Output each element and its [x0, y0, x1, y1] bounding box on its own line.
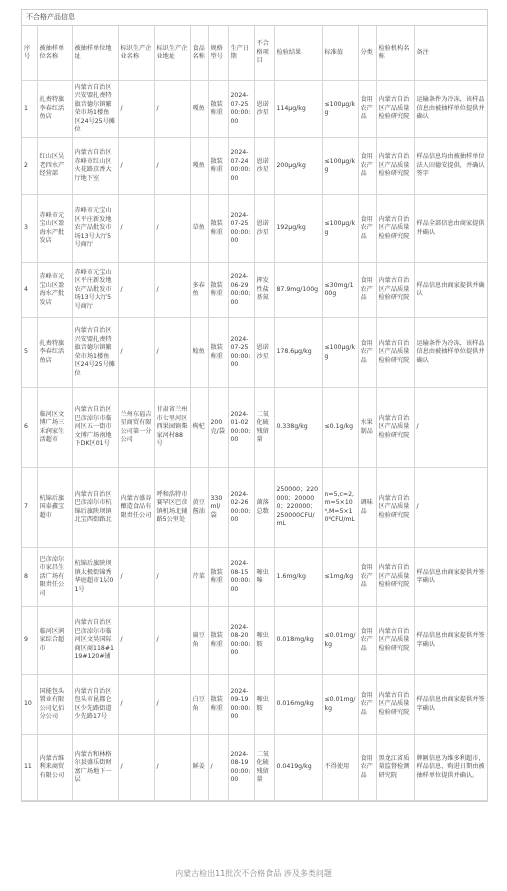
- table-cell: 国能包头置业有限公司亿佰分公司: [37, 675, 72, 735]
- nonconforming-products-panel: [21, 9, 488, 802]
- table-cell: 散装称重: [208, 195, 228, 263]
- table-cell: 内蒙古和林格尔县盛乐街财富广场地下一层: [72, 735, 118, 801]
- table-cell: 多春鱼: [190, 263, 208, 318]
- table-cell: 内蒙古自治区产品质量检验研究院: [376, 548, 414, 607]
- table-cell: 330ml/袋: [208, 468, 228, 548]
- table-header-row: [22, 26, 487, 81]
- table-cell: 2024-07-24 00:00:00: [228, 138, 254, 195]
- table-cell: 2024-09-19 00:00:00: [228, 675, 254, 735]
- table-cell: 黑龙江省质量监督检测研究院: [376, 735, 414, 801]
- table-row: [22, 548, 487, 607]
- column-header: 被抽样单位地址: [72, 26, 118, 81]
- table-cell: /: [154, 81, 190, 138]
- column-header: 不合格项目: [254, 26, 274, 81]
- table-cell: 赤峰市元宝山区平庄新发地农产品批发市场13号大厅5号商厅: [72, 263, 118, 318]
- table-cell: 食用农产品: [358, 318, 376, 388]
- table-cell: 食用农产品: [358, 607, 376, 675]
- table-cell: 内蒙古盛谷酿造食品有限责任公司: [118, 468, 154, 548]
- table-cell: 食用农产品: [358, 675, 376, 735]
- table-cell: 2024-07-25 00:00:00: [228, 195, 254, 263]
- table-cell: 噻虫胺: [254, 675, 274, 735]
- table-cell: 临河区文博广场三禾润家生活超市: [37, 388, 72, 468]
- table-cell: 草鱼: [190, 195, 208, 263]
- table-cell: /: [118, 138, 154, 195]
- table-cell: ≤0.01mg/kg: [322, 675, 358, 735]
- table-cell: 散装称重: [208, 675, 228, 735]
- table-cell: 鲜姜: [190, 735, 208, 801]
- column-header: 标准值: [322, 26, 358, 81]
- table-cell: 内蒙古自治区产品质量检验研究院: [376, 468, 414, 548]
- table-cell: 2024-07-25 00:00:00: [228, 318, 254, 388]
- table-cell: 2024-08-19 00:00:00: [228, 735, 254, 801]
- table-cell: 食用农产品: [358, 735, 376, 801]
- table-cell: /: [118, 318, 154, 388]
- table-row: [22, 195, 487, 263]
- table-cell: 2: [22, 138, 37, 195]
- table-cell: 食用农产品: [358, 195, 376, 263]
- table-cell: 内蒙古自治区产品质量检验研究院: [376, 81, 414, 138]
- table-cell: 内蒙古自治区产品质量检验研究院: [376, 138, 414, 195]
- table-cell: /: [154, 263, 190, 318]
- table-cell: /: [154, 318, 190, 388]
- table-cell: 2024-07-25 00:00:00: [228, 81, 254, 138]
- table-cell: 杭锦后旗陕坝镇太极街锦秀华庭超市1层01号: [72, 548, 118, 607]
- table-cell: 样品信息由商家提供并确认: [414, 263, 487, 318]
- table-cell: 兰州东福吉星商贸有限公司第一分公司: [118, 388, 154, 468]
- table-cell: /: [154, 675, 190, 735]
- table-cell: 87.9mg/100g: [274, 263, 322, 318]
- table-row: [22, 263, 487, 318]
- table-cell: /: [414, 468, 487, 548]
- table-row: [22, 675, 487, 735]
- column-header: 标识生产企业名称: [118, 26, 154, 81]
- table-cell: /: [118, 195, 154, 263]
- table-cell: 扎赉特旗李春红活鱼店: [37, 81, 72, 138]
- table-cell: 噻虫胺: [254, 607, 274, 675]
- table-cell: /: [154, 735, 190, 801]
- table-cell: 食用农产品: [358, 81, 376, 138]
- table-cell: 样品信息由商家提供并签字确认: [414, 675, 487, 735]
- table-cell: 食用农产品: [358, 138, 376, 195]
- table-cell: 内蒙古自治区产品质量检验研究院: [376, 675, 414, 735]
- table-cell: 0.338g/kg: [274, 388, 322, 468]
- table-row: [22, 468, 487, 548]
- table-cell: 4: [22, 263, 37, 318]
- table-cell: 散装称重: [208, 263, 228, 318]
- table-cell: 不得使用: [322, 735, 358, 801]
- table-cell: 嘎鱼: [190, 81, 208, 138]
- table-title: 不合格产品信息: [22, 10, 487, 26]
- table-cell: 枸杞: [190, 388, 208, 468]
- table-cell: 内蒙古自治区产品质量检验研究院: [376, 388, 414, 468]
- table-cell: 2024-02-26 00:00:00: [228, 468, 254, 548]
- table-cell: /: [118, 735, 154, 801]
- table-cell: 样品全部信息由商家提供并确认: [414, 195, 487, 263]
- table-cell: 7: [22, 468, 37, 548]
- table-cell: 内蒙古自治区巴彦淖尔市杭锦后旗陕坝镇北宝西街路北: [72, 468, 118, 548]
- table-cell: ≤100μg/kg: [322, 81, 358, 138]
- table-cell: /: [118, 607, 154, 675]
- table-cell: 牌匾信息为维多利超市，样品信息，购进日期由被抽样单位提供并确认。: [414, 735, 487, 801]
- table-cell: 2024-08-15 00:00:00: [228, 548, 254, 607]
- table-cell: 11: [22, 735, 37, 801]
- table-cell: ≤0.1g/kg: [322, 388, 358, 468]
- table-row: [22, 735, 487, 801]
- table-cell: 内蒙古自治区赤峰市红山区火花路京香大厅地下室: [72, 138, 118, 195]
- table-cell: /: [118, 81, 154, 138]
- table-cell: 运输条件为冷冻，该样品信息由被抽样单位提供并确认: [414, 318, 487, 388]
- table-cell: 临河区润家综合超市: [37, 607, 72, 675]
- table-cell: 9: [22, 607, 37, 675]
- table-cell: 运输条件为冷冻，该样品信息由被抽样单位提供并确认: [414, 81, 487, 138]
- table-cell: 内蒙古自治区产品质量检验研究院: [376, 318, 414, 388]
- table-cell: /: [154, 138, 190, 195]
- table-cell: 内蒙古自治区兴安盟扎赉特旗音德尔镇繁荣市场1楼鱼区24号25号摊位: [72, 318, 118, 388]
- table-cell: 0.0419g/kg: [274, 735, 322, 801]
- table-cell: 内蒙古自治区产品质量检验研究院: [376, 607, 414, 675]
- table-cell: 2024-01-02 00:00:00: [228, 388, 254, 468]
- table-cell: 3: [22, 195, 37, 263]
- table-cell: 白豆角: [190, 675, 208, 735]
- table-cell: /: [208, 735, 228, 801]
- table-cell: 散装称重: [208, 81, 228, 138]
- table-cell: 散装称重: [208, 548, 228, 607]
- table-cell: 恩诺沙星: [254, 195, 274, 263]
- table-row: [22, 81, 487, 138]
- column-header: 被抽样单位名称: [37, 26, 72, 81]
- table-cell: 恩诺沙星: [254, 138, 274, 195]
- table-cell: 食用农产品: [358, 263, 376, 318]
- table-cell: ≤1mg/kg: [322, 548, 358, 607]
- table-cell: 192μg/kg: [274, 195, 322, 263]
- table-cell: /: [118, 548, 154, 607]
- column-header: 标识生产企业地址: [154, 26, 190, 81]
- table-cell: 内蒙古自治区包头市昆都仑区少先路街道少先路17号: [72, 675, 118, 735]
- table-row: [22, 607, 487, 675]
- table-cell: /: [414, 388, 487, 468]
- table-cell: 6: [22, 388, 37, 468]
- table-cell: 内蒙古自治区兴安盟扎赉特旗音德尔镇繁荣市场1楼鱼区24号25号摊位: [72, 81, 118, 138]
- table-cell: 呼和浩特市赛罕区巴彦镇机场北辅路5公里处: [154, 468, 190, 548]
- table-cell: 178.6μg/kg: [274, 318, 322, 388]
- table-row: [22, 138, 487, 195]
- table-row: [22, 388, 487, 468]
- table-cell: 10: [22, 675, 37, 735]
- table-cell: 赤峰市元宝山区平庄新发地农产品批发市场13号大厅5号商厅: [72, 195, 118, 263]
- table-cell: 黄豆酱油: [190, 468, 208, 548]
- table-cell: 赤峰市元宝山区盈海水产批发店: [37, 195, 72, 263]
- table-cell: ≤100μg/kg: [322, 318, 358, 388]
- table-cell: /: [154, 195, 190, 263]
- table-cell: 2024-08-20 00:00:00: [228, 607, 254, 675]
- table-cell: /: [118, 675, 154, 735]
- column-header: 备注: [414, 26, 487, 81]
- table-cell: 二氧化硫残留量: [254, 388, 274, 468]
- table-cell: 散装称重: [208, 607, 228, 675]
- table-cell: n=5,c=2,m=5×10⁴,M=5×10⁴CFU/mL: [322, 468, 358, 548]
- table-cell: 挥发性盐基氮: [254, 263, 274, 318]
- column-header: 序号: [22, 26, 37, 81]
- table-cell: 内蒙古自治区巴彦淖尔市临河区文昊国际商区商118#119#120#铺: [72, 607, 118, 675]
- table-cell: /: [154, 548, 190, 607]
- table-cell: 样品信息由商家提供并签字确认: [414, 607, 487, 675]
- table-cell: 杭锦后旗国泰鑫宝超市: [37, 468, 72, 548]
- image-caption: 内蒙古检出11批次不合格食品 涉及多类问题: [175, 869, 332, 878]
- table-cell: 5: [22, 318, 37, 388]
- table-cell: 200克/袋: [208, 388, 228, 468]
- table-cell: /: [154, 607, 190, 675]
- table-cell: 0.018mg/kg: [274, 607, 322, 675]
- table-cell: 噻虫嗪: [254, 548, 274, 607]
- table-body: [22, 81, 487, 801]
- table-cell: 散装称重: [208, 138, 228, 195]
- table-cell: 食用农产品: [358, 548, 376, 607]
- table-cell: 样品信息均由被抽样单位法人田德安提供，并确认签字: [414, 138, 487, 195]
- table-cell: 嘎鱼: [190, 138, 208, 195]
- table-cell: 样品信息由商家提供并签字确认: [414, 548, 487, 607]
- column-header: 检验机构名称: [376, 26, 414, 81]
- table-cell: 200μg/kg: [274, 138, 322, 195]
- table-cell: ≤100μg/kg: [322, 195, 358, 263]
- table-cell: 鲶鱼: [190, 318, 208, 388]
- table-cell: 巴彦淖尔市家昌生活广场有限责任公司: [37, 548, 72, 607]
- table-cell: 恩诺沙星: [254, 318, 274, 388]
- table-cell: /: [118, 263, 154, 318]
- table-cell: ≤30mg/100g: [322, 263, 358, 318]
- table-row: [22, 318, 487, 388]
- table-cell: 内蒙古维利来商贸有限公司: [37, 735, 72, 801]
- table-cell: 0.016mg/kg: [274, 675, 322, 735]
- table-cell: 250000；220000；200000；220000；250000CFU/mL: [274, 468, 322, 548]
- table-cell: 扎赉特旗李春红活鱼店: [37, 318, 72, 388]
- table-cell: 赤峰市元宝山区盈海水产批发店: [37, 263, 72, 318]
- table-cell: 内蒙古自治区产品质量检验研究院: [376, 263, 414, 318]
- table-cell: 2024-06-29 00:00:00: [228, 263, 254, 318]
- column-header: 食品名称: [190, 26, 208, 81]
- table-cell: 甘肃省兰州市七里河区西果园镇柴家河村88号: [154, 388, 190, 468]
- table-cell: ≤100μg/kg: [322, 138, 358, 195]
- column-header: 规格型号: [208, 26, 228, 81]
- table-cell: 水果制品: [358, 388, 376, 468]
- table-cell: 扁豆角: [190, 607, 208, 675]
- table-cell: 内蒙古自治区巴彦淖尔市临河区五一街市文博广场南地下DK区01号: [72, 388, 118, 468]
- table-cell: 调味品: [358, 468, 376, 548]
- table-cell: 1.6mg/kg: [274, 548, 322, 607]
- table-cell: 1: [22, 81, 37, 138]
- table-cell: 红山区吴老四水产经营部: [37, 138, 72, 195]
- nonconforming-products-table: [22, 26, 487, 801]
- table-cell: 芹菜: [190, 548, 208, 607]
- column-header: 分类: [358, 26, 376, 81]
- table-cell: 二氧化硫残留量: [254, 735, 274, 801]
- table-cell: 菌落总数: [254, 468, 274, 548]
- table-cell: ≤0.01mg/kg: [322, 607, 358, 675]
- table-cell: 114μg/kg: [274, 81, 322, 138]
- column-header: 检验结果: [274, 26, 322, 81]
- table-cell: 恩诺沙星: [254, 81, 274, 138]
- table-cell: 散装称重: [208, 318, 228, 388]
- table-cell: 8: [22, 548, 37, 607]
- table-cell: 内蒙古自治区产品质量检验研究院: [376, 195, 414, 263]
- column-header: 生产日期: [228, 26, 254, 81]
